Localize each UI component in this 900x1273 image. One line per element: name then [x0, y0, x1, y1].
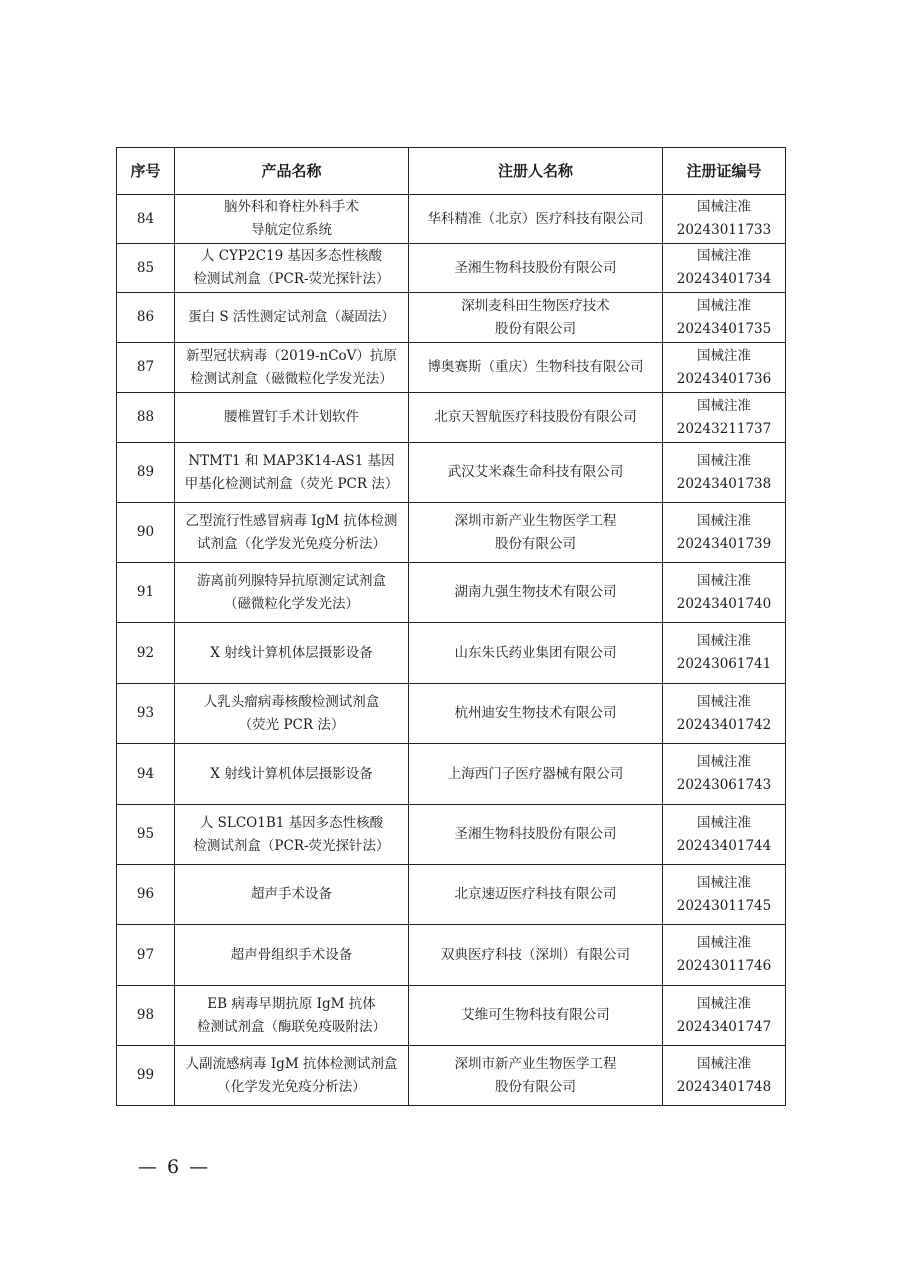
product-name-cell	[175, 195, 409, 244]
certificate-number-cell	[663, 343, 786, 393]
certificate-number-cell	[663, 805, 786, 865]
serial-number-cell: 91	[117, 563, 175, 623]
table-row	[117, 393, 786, 443]
table-row	[117, 744, 786, 805]
certificate-number-cell	[663, 986, 786, 1046]
serial-number-cell: 87	[117, 343, 175, 393]
registrant-name-line: 深圳市新产业生物医学工程	[454, 1055, 617, 1072]
serial-number-cell: 86	[117, 293, 175, 343]
product-name-line: 超声手术设备	[251, 886, 332, 902]
certificate-number-line: 20243011745	[676, 897, 772, 914]
product-name-line: 检测试剂盒（酶联免疫吸附法）	[197, 1018, 386, 1035]
table-row	[117, 865, 786, 925]
table-row	[117, 195, 786, 244]
table-row	[117, 684, 786, 744]
certificate-number-cell	[663, 195, 786, 244]
serial-number-cell: 92	[117, 623, 175, 684]
serial-number-cell: 89	[117, 443, 175, 503]
product-name-line: （磁微粒化学发光法）	[224, 595, 359, 612]
certificate-number-line: 国械注准	[697, 1055, 751, 1072]
product-name-line: 人 CYP2C19 基因多态性核酸	[200, 248, 382, 264]
certificate-number-cell	[663, 443, 786, 503]
header-certificate-number: 注册证编号	[663, 148, 786, 195]
table-row	[117, 563, 786, 623]
serial-number-cell: 98	[117, 986, 175, 1046]
table-row	[117, 293, 786, 343]
product-name-line: 试剂盒（化学发光免疫分析法）	[197, 535, 386, 552]
registrant-name-cell	[409, 684, 663, 744]
certificate-number-cell	[663, 244, 786, 293]
certificate-number-line: 国械注准	[697, 814, 751, 831]
certificate-number-line: 20243401740	[676, 595, 772, 612]
product-name-line: 人副流感病毒 IgM 抗体检测试剂盒	[185, 1055, 398, 1072]
serial-number-cell: 85	[117, 244, 175, 293]
table-row	[117, 1046, 786, 1106]
certificate-number-line: 国械注准	[697, 397, 751, 414]
registrant-name-line: 股份有限公司	[495, 535, 576, 552]
product-name-cell	[175, 443, 409, 503]
certificate-number-cell	[663, 563, 786, 623]
product-name-cell	[175, 805, 409, 865]
table-row	[117, 343, 786, 393]
registrant-name-cell	[409, 563, 663, 623]
serial-number-cell: 97	[117, 925, 175, 986]
registration-table	[116, 147, 786, 1106]
certificate-number-line: 20243401734	[676, 271, 772, 287]
product-name-line: 人 SLCO1B1 基因多态性核酸	[199, 814, 384, 831]
certificate-number-line: 国械注准	[697, 693, 751, 710]
table-header-row	[117, 148, 786, 195]
product-name-cell	[175, 563, 409, 623]
product-name-line: （化学发光免疫分析法）	[217, 1078, 366, 1095]
product-name-cell	[175, 925, 409, 986]
product-name-line: 人乳头瘤病毒核酸检测试剂盒	[203, 693, 380, 710]
registrant-name-cell	[409, 1046, 663, 1106]
product-name-line: 检测试剂盒（磁微粒化学发光法）	[190, 370, 393, 387]
certificate-number-line: 20243401748	[676, 1078, 772, 1095]
product-name-line: （荧光 PCR 法）	[238, 716, 345, 733]
product-name-line: NTMT1 和 MAP3K14-AS1 基因	[188, 452, 395, 469]
serial-number-cell: 84	[117, 195, 175, 244]
product-name-line: X 射线计算机体层摄影设备	[210, 644, 373, 661]
certificate-number-line: 20243061741	[676, 656, 772, 672]
registrant-name-cell	[409, 744, 663, 805]
certificate-number-line: 20243401736	[676, 370, 772, 387]
registrant-name-cell	[409, 865, 663, 925]
serial-number-cell: 99	[117, 1046, 175, 1106]
certificate-number-cell	[663, 623, 786, 684]
product-name-line: X 射线计算机体层摄影设备	[210, 765, 373, 782]
product-name-line: 蛋白 S 活性测定试剂盒（凝固法）	[188, 309, 395, 325]
certificate-number-line: 国械注准	[697, 248, 751, 264]
registrant-name-line: 北京天智航医疗科技股份有限公司	[434, 409, 637, 425]
certificate-number-line: 20243401735	[676, 320, 772, 337]
product-name-line: 脑外科和脊柱外科手术	[224, 199, 359, 215]
registrant-name-line: 博奥赛斯（重庆）生物科技有限公司	[427, 359, 644, 375]
certificate-number-line: 国械注准	[697, 297, 751, 314]
certificate-number-line: 20243401744	[676, 837, 772, 854]
registrant-name-cell	[409, 986, 663, 1046]
certificate-number-cell	[663, 1046, 786, 1106]
certificate-number-line: 国械注准	[697, 935, 751, 951]
certificate-number-cell	[663, 393, 786, 443]
certificate-number-cell	[663, 744, 786, 805]
certificate-number-line: 20243011733	[676, 222, 772, 238]
product-name-line: 乙型流行性感冒病毒 IgM 抗体检测	[185, 512, 398, 529]
product-name-cell	[175, 393, 409, 443]
registrant-name-line: 深圳市新产业生物医学工程	[454, 512, 617, 529]
registrant-name-cell	[409, 244, 663, 293]
registrant-name-cell	[409, 925, 663, 986]
table-row	[117, 805, 786, 865]
product-name-cell	[175, 244, 409, 293]
registrant-name-cell	[409, 443, 663, 503]
registrant-name-line: 上海西门子医疗器械有限公司	[447, 765, 624, 782]
certificate-number-line: 国械注准	[697, 754, 751, 770]
serial-number-cell: 88	[117, 393, 175, 443]
product-name-line: 检测试剂盒（PCR-荧光探针法）	[193, 271, 390, 287]
registrant-name-cell	[409, 805, 663, 865]
certificate-number-line: 20243401738	[676, 475, 772, 492]
product-name-line: 腰椎置钉手术计划软件	[224, 409, 359, 425]
registrant-name-line: 深圳麦科田生物医疗技术	[461, 297, 610, 314]
registrant-name-line: 艾维可生物科技有限公司	[461, 1007, 610, 1023]
serial-number-cell: 93	[117, 684, 175, 744]
certificate-number-line: 国械注准	[697, 347, 751, 364]
table-body	[117, 195, 786, 1106]
product-name-line: 游离前列腺特异抗原测定试剂盒	[197, 572, 386, 589]
certificate-number-line: 国械注准	[697, 512, 751, 529]
serial-number-cell: 95	[117, 805, 175, 865]
registrant-name-cell	[409, 623, 663, 684]
registrant-name-line: 杭州迪安生物技术有限公司	[454, 705, 617, 721]
registrant-name-cell	[409, 195, 663, 244]
product-name-cell	[175, 684, 409, 744]
certificate-number-line: 20243211737	[676, 420, 772, 437]
registrant-name-cell	[409, 503, 663, 563]
header-serial-number: 序号	[117, 148, 175, 195]
table-row	[117, 986, 786, 1046]
certificate-number-line: 20243401742	[676, 716, 772, 733]
table-row	[117, 244, 786, 293]
registrant-name-line: 北京速迈医疗科技有限公司	[454, 886, 617, 902]
registrant-name-line: 华科精准（北京）医疗科技有限公司	[427, 210, 644, 227]
certificate-number-line: 20243011746	[676, 958, 772, 974]
registrant-name-line: 武汉艾米森生命科技有限公司	[447, 464, 624, 480]
registrant-name-line: 股份有限公司	[495, 1078, 576, 1095]
table-row	[117, 925, 786, 986]
product-name-cell	[175, 293, 409, 343]
table-row	[117, 443, 786, 503]
registrant-name-line: 圣湘生物科技股份有限公司	[454, 826, 617, 842]
certificate-number-line: 国械注准	[697, 633, 751, 649]
certificate-number-cell	[663, 684, 786, 744]
serial-number-cell: 94	[117, 744, 175, 805]
certificate-number-cell	[663, 503, 786, 563]
header-registrant-name: 注册人名称	[409, 148, 663, 195]
serial-number-cell: 90	[117, 503, 175, 563]
product-name-cell	[175, 343, 409, 393]
product-name-line: 新型冠状病毒（2019-nCoV）抗原	[186, 347, 397, 364]
certificate-number-line: 国械注准	[697, 572, 751, 589]
certificate-number-line: 20243061743	[676, 777, 772, 793]
header-product-name: 产品名称	[175, 148, 409, 195]
product-name-line: 超声骨组织手术设备	[230, 946, 353, 963]
registrant-name-line: 双典医疗科技（深圳）有限公司	[441, 946, 630, 963]
table-row	[117, 623, 786, 684]
product-name-cell	[175, 623, 409, 684]
certificate-number-line: 国械注准	[697, 199, 751, 215]
serial-number-cell: 96	[117, 865, 175, 925]
product-name-line: 导航定位系统	[251, 222, 332, 238]
registrant-name-line: 湖南九强生物技术有限公司	[454, 584, 617, 600]
certificate-number-line: 20243401747	[676, 1018, 772, 1035]
product-name-line: 检测试剂盒（PCR-荧光探针法）	[193, 837, 390, 854]
certificate-number-cell	[663, 925, 786, 986]
product-name-cell	[175, 865, 409, 925]
table-row	[117, 503, 786, 563]
certificate-number-line: 20243401739	[676, 535, 772, 552]
registrant-name-line: 股份有限公司	[495, 320, 576, 337]
registrant-name-cell	[409, 393, 663, 443]
page-number: — 6 —	[138, 1156, 211, 1178]
certificate-number-cell	[663, 293, 786, 343]
registrant-name-cell	[409, 293, 663, 343]
registrant-name-cell	[409, 343, 663, 393]
product-name-cell	[175, 1046, 409, 1106]
product-name-line: EB 病毒早期抗原 IgM 抗体	[207, 995, 376, 1012]
certificate-number-line: 国械注准	[697, 995, 751, 1012]
product-name-cell	[175, 744, 409, 805]
product-name-cell	[175, 986, 409, 1046]
product-name-line: 甲基化检测试剂盒（荧光 PCR 法）	[184, 475, 399, 492]
certificate-number-line: 国械注准	[697, 874, 751, 891]
certificate-number-line: 国械注准	[697, 452, 751, 469]
registrant-name-line: 山东朱氏药业集团有限公司	[454, 644, 617, 661]
product-name-cell	[175, 503, 409, 563]
certificate-number-cell	[663, 865, 786, 925]
registrant-name-line: 圣湘生物科技股份有限公司	[454, 259, 617, 276]
